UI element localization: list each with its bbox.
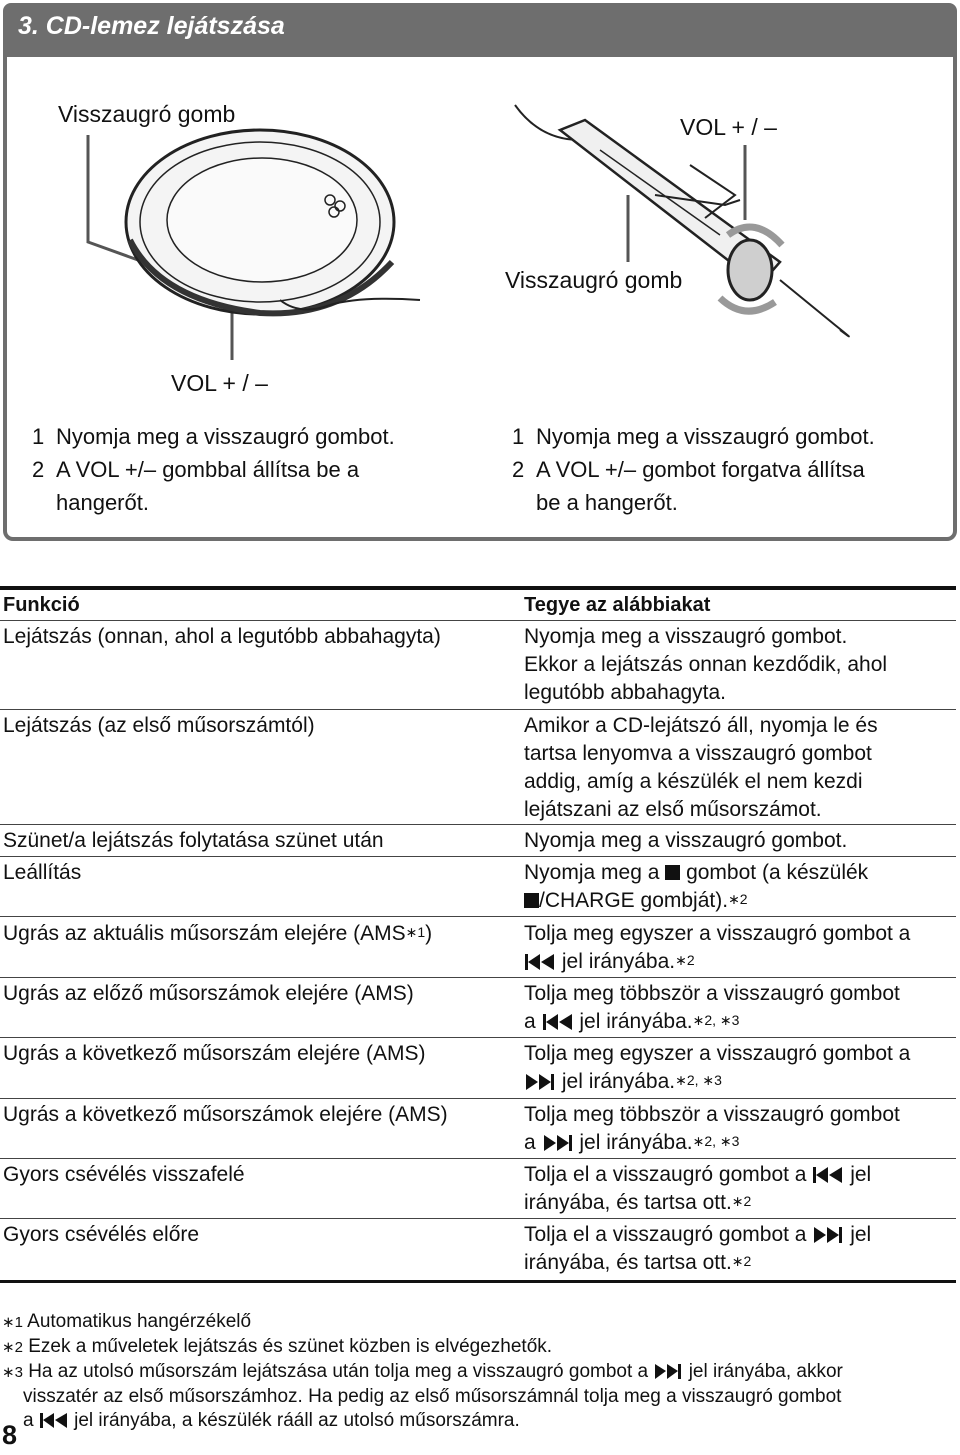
left-vol-label: VOL + / – [171,370,268,396]
table-row-func: Ugrás a következő műsorszámok elejére (AMS) [3,1103,448,1126]
footnote-3-cont2: a jel irányába, a készülék rááll az utolsó műsorszámra. [23,1410,520,1431]
table-row-action: Amikor a CD-lejátszó áll, nyomja le és tartsa lenyomva a visszaugró gombot addig, amíg a készülék el nem kezdi lejátszani az első műsorszámot. [524,714,878,821]
footnote-2: ∗2 Ezek a műveletek lejátszás és szünet közben is elvégezhetők. [2,1336,553,1357]
previous-track-icon [812,1166,844,1184]
left-step-1: 1 Nyomja meg a visszaugró gombot. [32,424,395,449]
table-row-func: Szünet/a lejátszás folytatása szünet után [3,829,384,852]
table-divider [0,709,956,710]
table-row-action: Nyomja meg a gombot (a készülék /CHARGE gombját).$^{∗2}$ [524,861,869,912]
table-row-action: Tolja el a visszaugró gombot a jel irányába, és tartsa ott.$^{∗2}$ [524,1163,872,1214]
right-step-2: 2 A VOL +/– gombot forgatva állítsa [512,457,865,482]
next-track-icon [812,1226,844,1244]
table-header-func: Funkció [3,594,80,616]
table-divider [0,1158,956,1159]
table-row-func: Ugrás az előző műsorszámok elejére (AMS) [3,982,414,1005]
previous-track-icon [542,1013,574,1031]
right-vol-label: VOL + / – [680,114,777,140]
table-divider [0,824,956,825]
left-step-2: 2 A VOL +/– gombbal állítsa be a [32,457,360,482]
next-track-icon [542,1134,574,1152]
footnotes [2,1310,957,1433]
left-steps [32,420,395,519]
table-row-action: Nyomja meg a visszaugró gombot. [524,829,848,852]
cd-player-drawing [126,130,420,314]
next-track-icon [524,1073,556,1091]
left-button-label: Visszaugró gomb [58,101,236,127]
table-header-action: Tegye az alábbiakat [524,594,711,616]
table-row-action: Nyomja meg a visszaugró gombot. Ekkor a lejátszás onnan kezdődik, ahol legutóbb abbahagyta. [524,625,888,704]
table-divider [0,916,956,917]
table-divider [0,1098,956,1099]
table-divider [0,1037,956,1038]
table-row-func: Leállítás [3,861,82,884]
previous-track-icon [39,1412,69,1429]
left-step-2-cont: hangerőt. [56,490,149,515]
table-divider [0,620,956,621]
table-row-action: Tolja meg többször a visszaugró gombot a jel irányába.$^{∗2, ∗3}$ [524,1103,900,1154]
table-row-action: Tolja el a visszaugró gombot a jel irányába, és tartsa ott.$^{∗2}$ [524,1223,872,1274]
footnote-1: ∗1 Automatikus hangérzékelő [2,1311,252,1332]
table-divider [0,856,956,857]
right-step-1: 1 Nyomja meg a visszaugró gombot. [512,424,875,449]
table-row-func: Lejátszás (onnan, ahol a legutóbb abbahagyta) [3,625,441,648]
table-row-func: Gyors csévélés visszafelé [3,1163,245,1186]
remote-control-drawing [515,105,849,336]
table-row-action: Tolja meg egyszer a visszaugró gombot a jel irányába.$^{∗2}$ [524,922,911,973]
right-button-label: Visszaugró gomb [505,267,683,293]
next-track-icon [653,1363,683,1380]
table-top-rule [0,586,956,590]
stop-icon [524,893,539,908]
table-row-func: Lejátszás (az első műsorszámtól) [3,714,315,737]
table-row-action: Tolja meg többször a visszaugró gombot a jel irányába.$^{∗2, ∗3}$ [524,982,900,1033]
cd-player-illustration [0,0,960,420]
table-bottom-rule [0,1280,956,1283]
page-number: 8 [2,1420,18,1450]
table-row-func: Ugrás az aktuális műsorszám elejére $(AMS^{∗1})$ [3,922,433,945]
table-row-func: Ugrás a következő műsorszám elejére (AMS) [3,1042,426,1065]
stop-icon [665,865,680,880]
right-step-2-cont: be a hangerőt. [536,490,678,515]
right-steps [512,420,875,519]
table-row-func: Gyors csévélés előre [3,1223,200,1246]
table-divider [0,977,956,978]
footnote-3-cont: visszatér az első műsorszámhoz. Ha pedig az első műsorszámnál tolja meg a visszaugró gombot [23,1386,842,1407]
previous-track-icon [524,953,556,971]
section-title: 3. CD-lemez lejátszása [18,12,285,40]
table-row-action: Tolja meg egyszer a visszaugró gombot a jel irányába.$^{∗2, ∗3}$ [524,1042,911,1093]
footnote-3: ∗3 Ha az utolsó műsorszám lejátszása után tolja meg a visszaugró gombot a jel irányába, akkor [2,1361,843,1382]
table-divider [0,1218,956,1219]
